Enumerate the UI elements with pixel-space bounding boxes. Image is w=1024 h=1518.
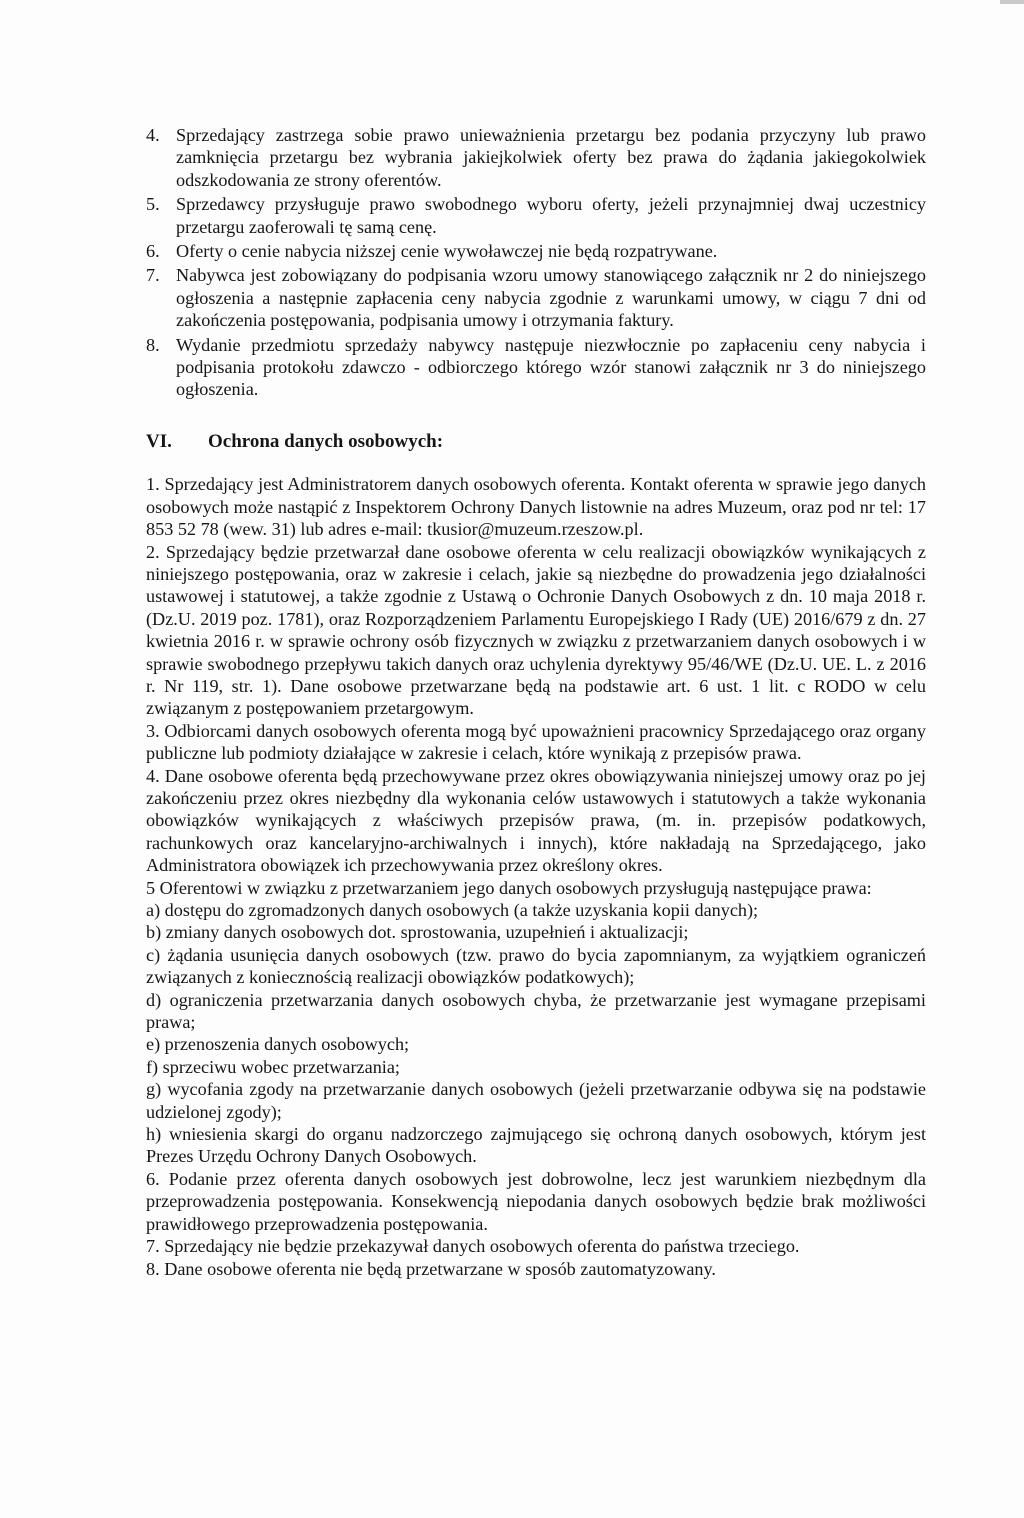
- item-number: 7.: [146, 265, 160, 286]
- item-number: 8.: [146, 334, 160, 355]
- item-text: Sprzedający zastrzega sobie prawo unieważnienia przetargu bez podania przyczyny lub prawo zamknięcia przetargu bez wybrania jakiejkolwiek oferty bez prawa do żądania jakiegokolwiek odszkodowania ze strony oferentów.: [176, 125, 926, 190]
- list-item: [146, 193, 926, 238]
- paragraph: c) żądania usunięcia danych osobowych (tzw. prawo do bycia zapomnianym, za wyjątkiem ograniczeń związanych z koniecznością realizacji obowiązków podatkowych);: [146, 944, 926, 988]
- list-item: [146, 124, 926, 191]
- paragraph: 5 Oferentowi w związku z przetwarzaniem jego danych osobowych przysługują następujące prawa:: [146, 877, 872, 898]
- paragraph: e) przenoszenia danych osobowych;: [146, 1034, 410, 1055]
- paragraph: a) dostępu do zgromadzonych danych osobowych (a także uzyskania kopii danych);: [146, 900, 759, 920]
- item-text: Sprzedawcy przysługuje prawo swobodnego wyboru oferty, jeżeli przynajmniej dwaj uczestnicy przetargu zaoferowali tę samą cenę.: [176, 194, 926, 237]
- paragraph: d) ograniczenia przetwarzania danych osobowych chyba, że przetwarzanie jest wymagane przepisami prawa;: [146, 989, 926, 1033]
- item-text: Nabywca jest zobowiązany do podpisania wzoru umowy stanowiącego załącznik nr 2 do niniejszego ogłoszenia a następnie zapłacenia ceny nabycia zgodnie z warunkami umowy, w ciągu 7 dni od zakończenia postępowania, podpisania umowy i otrzymania faktury.: [176, 265, 926, 331]
- document-body: [146, 124, 926, 1280]
- paragraph: h) wniesienia skargi do organu nadzorczego zajmującego się ochroną danych osobowych, którym jest Prezes Urzędu Ochrony Danych Osobowych.: [146, 1124, 926, 1167]
- item-text: Wydanie przedmiotu sprzedaży nabywcy następuje niezwłocznie po zapłaceniu ceny nabycia i podpisania protokołu zdawczo - odbiorczego którego wzór stanowi załącznik nr 3 do niniejszego ogłoszenia.: [176, 334, 926, 400]
- paragraph: 4. Dane osobowe oferenta będą przechowywane przez okres obowiązywania niniejszej umowy oraz po jej zakończeniu przez okres niezbędny dla wykonania celów ustawowych i statutowych a także wykonania obowiązków wynikających z właściwych przepisów prawa, (m. in. przepisów podatkowych, rachunkowych oraz kancelaryjno-archiwalnych i innych), które nakładają na Sprzedającego, jako Administratora obowiązek ich przechowywania przez określony okres.: [146, 765, 926, 876]
- paragraph: b) zmiany danych osobowych dot. sprostowania, uzupełnień i aktualizacji;: [146, 922, 689, 943]
- list-item: [146, 264, 926, 331]
- paragraph: 8. Dane osobowe oferenta nie będą przetwarzane w sposób zautomatyzowany.: [146, 1258, 716, 1279]
- section-number: VI.: [146, 430, 172, 452]
- paragraph: 7. Sprzedający nie będzie przekazywał danych osobowych oferenta do państwa trzeciego.: [146, 1236, 800, 1257]
- paragraph: g) wycofania zgody na przetwarzanie danych osobowych (jeżeli przetwarzanie odbywa się na podstawie udzielonej zgody);: [146, 1079, 926, 1122]
- paragraph: 3. Odbiorcami danych osobowych oferenta mogą być upoważnieni pracownicy Sprzedającego oraz organy publiczne lub podmioty działające w zakresie i celach, które wynikają z przepisów prawa.: [146, 720, 926, 764]
- list-item: [146, 240, 926, 262]
- item-number: 6.: [146, 241, 160, 262]
- item-number: 5.: [146, 194, 160, 215]
- paragraph: 6. Podanie przez oferenta danych osobowych jest dobrowolne, lecz jest warunkiem niezbędnym dla przeprowadzenia postępowania. Konsekwencją niepodania danych osobowych będzie brak możliwości prawidłowego przeprowadzenia postępowania.: [146, 1168, 926, 1234]
- section-heading: [146, 431, 926, 453]
- section-title: Ochrona danych osobowych:: [208, 430, 444, 452]
- item-text: Oferty o cenie nabycia niższej cenie wywoławczej nie będą rozpatrywane.: [176, 241, 718, 262]
- paragraph: f) sprzeciwu wobec przetwarzania;: [146, 1056, 400, 1077]
- item-number: 4.: [146, 125, 160, 145]
- list-item: [146, 334, 926, 401]
- paragraph: 1. Sprzedający jest Administratorem danych osobowych oferenta. Kontakt oferenta w sprawie jego danych osobowych może nastąpić z Inspektorem Ochrony Danych listownie na adres Muzeum, oraz pod nr tel: 17 853 52 78 (wew. 31) lub adres e-mail: tkusior@muzeum.rzeszow.pl.: [146, 474, 926, 540]
- scan-edge-mark: [1000, 0, 1024, 4]
- paragraph: 2. Sprzedający będzie przetwarzał dane osobowe oferenta w celu realizacji obowiązków wynikających z niniejszego postępowania, oraz w zakresie i celach, jakie są niezbędne do prowadzenia jego działalności ustawowej i statutowej, a także zgodnie z Ustawą o Ochronie Danych Osobowych z dn. 10 maja 2018 r. (Dz.U. 2019 poz. 1781), oraz Rozporządzeniem Parlamentu Europejskiego I Rady (UE) 2016/679 z dn. 27 kwietnia 2016 r. w sprawie ochrony osób fizycznych w związku z przetwarzaniem danych osobowych i w sprawie swobodnego przepływu takich danych oraz uchylenia dyrektywy 95/46/WE (Dz.U. UE. L. z 2016 r. Nr 119, str. 1). Dane osobowe przetwarzane będą na podstawie art. 6 ust. 1 lit. c RODO w celu związanym z postępowaniem przetargowym.: [146, 541, 926, 719]
